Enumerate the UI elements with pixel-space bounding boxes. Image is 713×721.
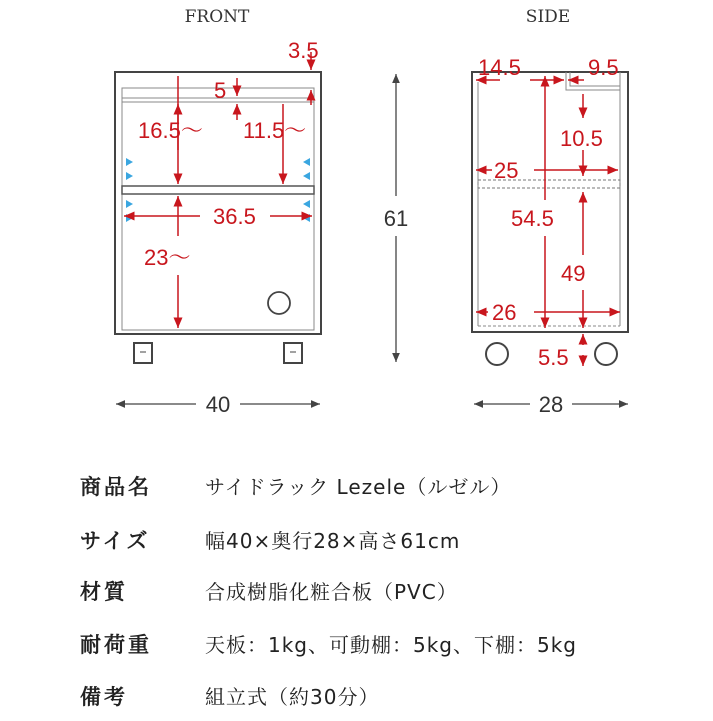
front-lower-label: 23～ [144,245,191,270]
spec-label: 耐荷重 [80,633,152,657]
spec-row-size [0,525,713,565]
total-height-label: 61 [383,206,409,231]
side-caster-label: 5.5 [538,345,569,370]
front-view [115,38,408,417]
side-shelf-depth-label: 25 [494,158,519,183]
spec-value: サイドラック Lezele（ルゼル） [205,475,512,499]
spec-value: 天板：1kg、可動棚：5kg、下棚：5kg [205,633,578,657]
side-outer-frame [472,72,628,332]
side-view-title: SIDE [525,7,571,27]
side-top-depth-label: 14.5 [478,55,521,80]
side-view [472,55,628,417]
spec-label: 材質 [80,580,128,604]
spec-value: 幅40×奥行28×高さ61cm [205,529,461,553]
front-movable-shelf [122,186,314,194]
side-upper-gap-label: 10.5 [560,126,603,151]
front-upper-right-label: 11.5～ [243,118,307,143]
side-top-offset-label: 9.5 [588,55,619,80]
spec-label: サイズ [80,529,151,553]
front-upper-left-label: 16.5～ [138,118,203,143]
spec-label: 備考 [80,685,128,709]
front-view-title: FRONT [184,7,250,27]
front-top-board-label: 5 [214,78,227,103]
front-top-gap-label: 3.5 [288,38,319,63]
side-lower-height-label: 49 [561,261,586,286]
side-bottom-depth-label: 26 [492,300,517,325]
spec-row-load [0,629,713,669]
front-width-label: 40 [205,392,231,417]
front-outer-frame [115,72,321,334]
side-caster-right [595,343,617,365]
front-inner-width-label: 36.5 [213,204,256,229]
front-left-foot [134,343,152,363]
front-cable-hole [268,292,290,314]
spec-value: 合成樹脂化粧合板（PVC） [205,580,458,604]
side-caster-left [486,343,508,365]
spec-value: 組立式（約30分） [205,685,380,709]
spec-row-material [0,576,713,616]
spec-row-notes [0,681,713,721]
spec-row-name [0,471,713,511]
side-depth-label: 28 [538,392,564,417]
front-right-foot [284,343,302,363]
spec-label: 商品名 [80,475,152,499]
side-inner-height-label: 54.5 [511,206,554,231]
